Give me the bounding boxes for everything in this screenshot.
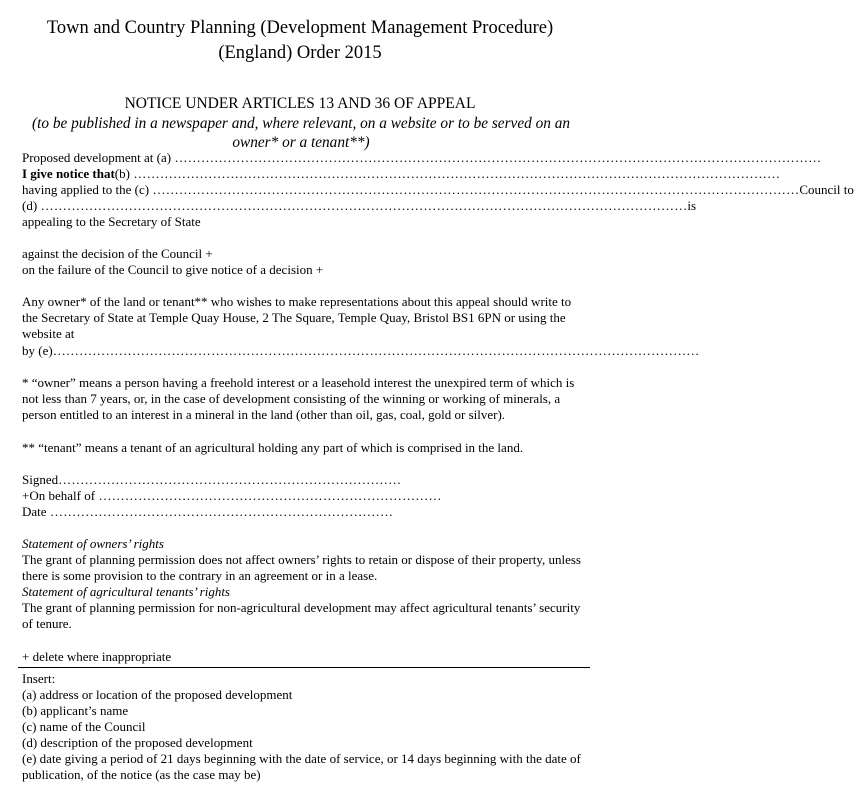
d-label: (d) bbox=[22, 198, 38, 213]
tenant-definition: ** “tenant” means a tenant of an agricultural holding any part of which is comprised in the land. bbox=[22, 440, 524, 455]
on-failure-line: on the failure of the Council to give notice of a decision + bbox=[22, 262, 324, 277]
dotted-fill: …………………………………………………………………… bbox=[46, 504, 394, 519]
give-notice-label: (b) bbox=[114, 166, 130, 181]
on-behalf-line bbox=[22, 488, 442, 504]
by-label: by (e) bbox=[22, 343, 53, 358]
separator-rule bbox=[18, 667, 590, 668]
dotted-fill: ………………………………………………………………………………………………………………………………… bbox=[171, 150, 822, 165]
dotted-fill: ………………………………………………………………………………………………………………………………… bbox=[37, 198, 688, 213]
insert-heading: Insert: bbox=[22, 671, 56, 686]
give-notice-bold: I give notice that bbox=[22, 166, 115, 181]
dotted-fill: ………………………………………………………………………………………………………………………………… bbox=[52, 343, 700, 358]
date-line bbox=[22, 504, 394, 520]
on-behalf-label: +On behalf of bbox=[22, 488, 96, 503]
is-label: is bbox=[687, 198, 697, 213]
delete-note: + delete where inappropriate bbox=[22, 649, 172, 664]
owners-rights-text: The grant of planning permission does not affect owners’ rights to retain or dispose of their property, unless there is some provision to the contrary in an agreement or in a lease. bbox=[22, 552, 581, 584]
signed-line bbox=[22, 472, 402, 488]
document-title-line-1: Town and Country Planning (Development Management Procedure) bbox=[46, 18, 554, 38]
notice-heading: NOTICE UNDER ARTICLES 13 AND 36 OF APPEAL bbox=[124, 95, 476, 112]
description-line bbox=[22, 198, 697, 214]
representations-paragraph: Any owner* of the land or tenant** who wishes to make representations about this appeal should write to the Secretary of State at Temple Quay House, 2 The Square, Temple Quay, Bristol BS1 6PN or using the website at bbox=[22, 294, 572, 342]
against-decision-line: against the decision of the Council + bbox=[22, 246, 213, 261]
tenants-rights-text: The grant of planning permission for non-agricultural development may affect agricultural tenants’ security of tenure. bbox=[22, 600, 581, 632]
having-applied-label: having applied to the (c) bbox=[22, 182, 150, 197]
dotted-fill: ………………………………………………………………………………………………………………………………… bbox=[129, 166, 781, 181]
dotted-fill: …………………………………………………………………… bbox=[95, 488, 442, 503]
document-title-line-2: (England) Order 2015 bbox=[218, 43, 382, 63]
dotted-fill: ………………………………………………………………………………………………………………………………… bbox=[149, 182, 800, 197]
insert-item-a: (a) address or location of the proposed development bbox=[22, 687, 293, 702]
notice-subheading: (to be published in a newspaper and, where relevant, on a website or to be served on an owner* or a tenant**) bbox=[32, 115, 570, 151]
owners-rights-heading: Statement of owners’ rights bbox=[22, 536, 164, 551]
date-label: Date bbox=[22, 504, 47, 519]
insert-item-e: (e) date giving a period of 21 days beginning with the date of service, or 14 days beginning with the date of publication, of the notice (as the case may be) bbox=[22, 751, 581, 783]
council-to-label: Council to bbox=[799, 182, 854, 197]
owner-definition: * “owner” means a person having a freehold interest or a leasehold interest the unexpired term of which is not less than 7 years, or, in the case of development consisting of the winning or working of minerals, a person entitled to an interest in a mineral in the land (other than oil, gas, coal, gold or silver). bbox=[22, 375, 575, 423]
signed-label: Signed bbox=[22, 472, 59, 487]
insert-item-b: (b) applicant’s name bbox=[22, 703, 129, 718]
insert-item-c: (c) name of the Council bbox=[22, 719, 146, 734]
proposed-development-line bbox=[22, 150, 822, 166]
by-date-line bbox=[22, 343, 700, 359]
having-applied-line bbox=[22, 182, 854, 198]
insert-item-d: (d) description of the proposed development bbox=[22, 735, 253, 750]
give-notice-line bbox=[22, 166, 781, 182]
dotted-fill: …………………………………………………………………… bbox=[58, 472, 402, 487]
proposed-development-label: Proposed development at (a) bbox=[22, 150, 172, 165]
appealing-line: appealing to the Secretary of State bbox=[22, 214, 201, 229]
tenants-rights-heading: Statement of agricultural tenants’ rights bbox=[22, 584, 230, 599]
